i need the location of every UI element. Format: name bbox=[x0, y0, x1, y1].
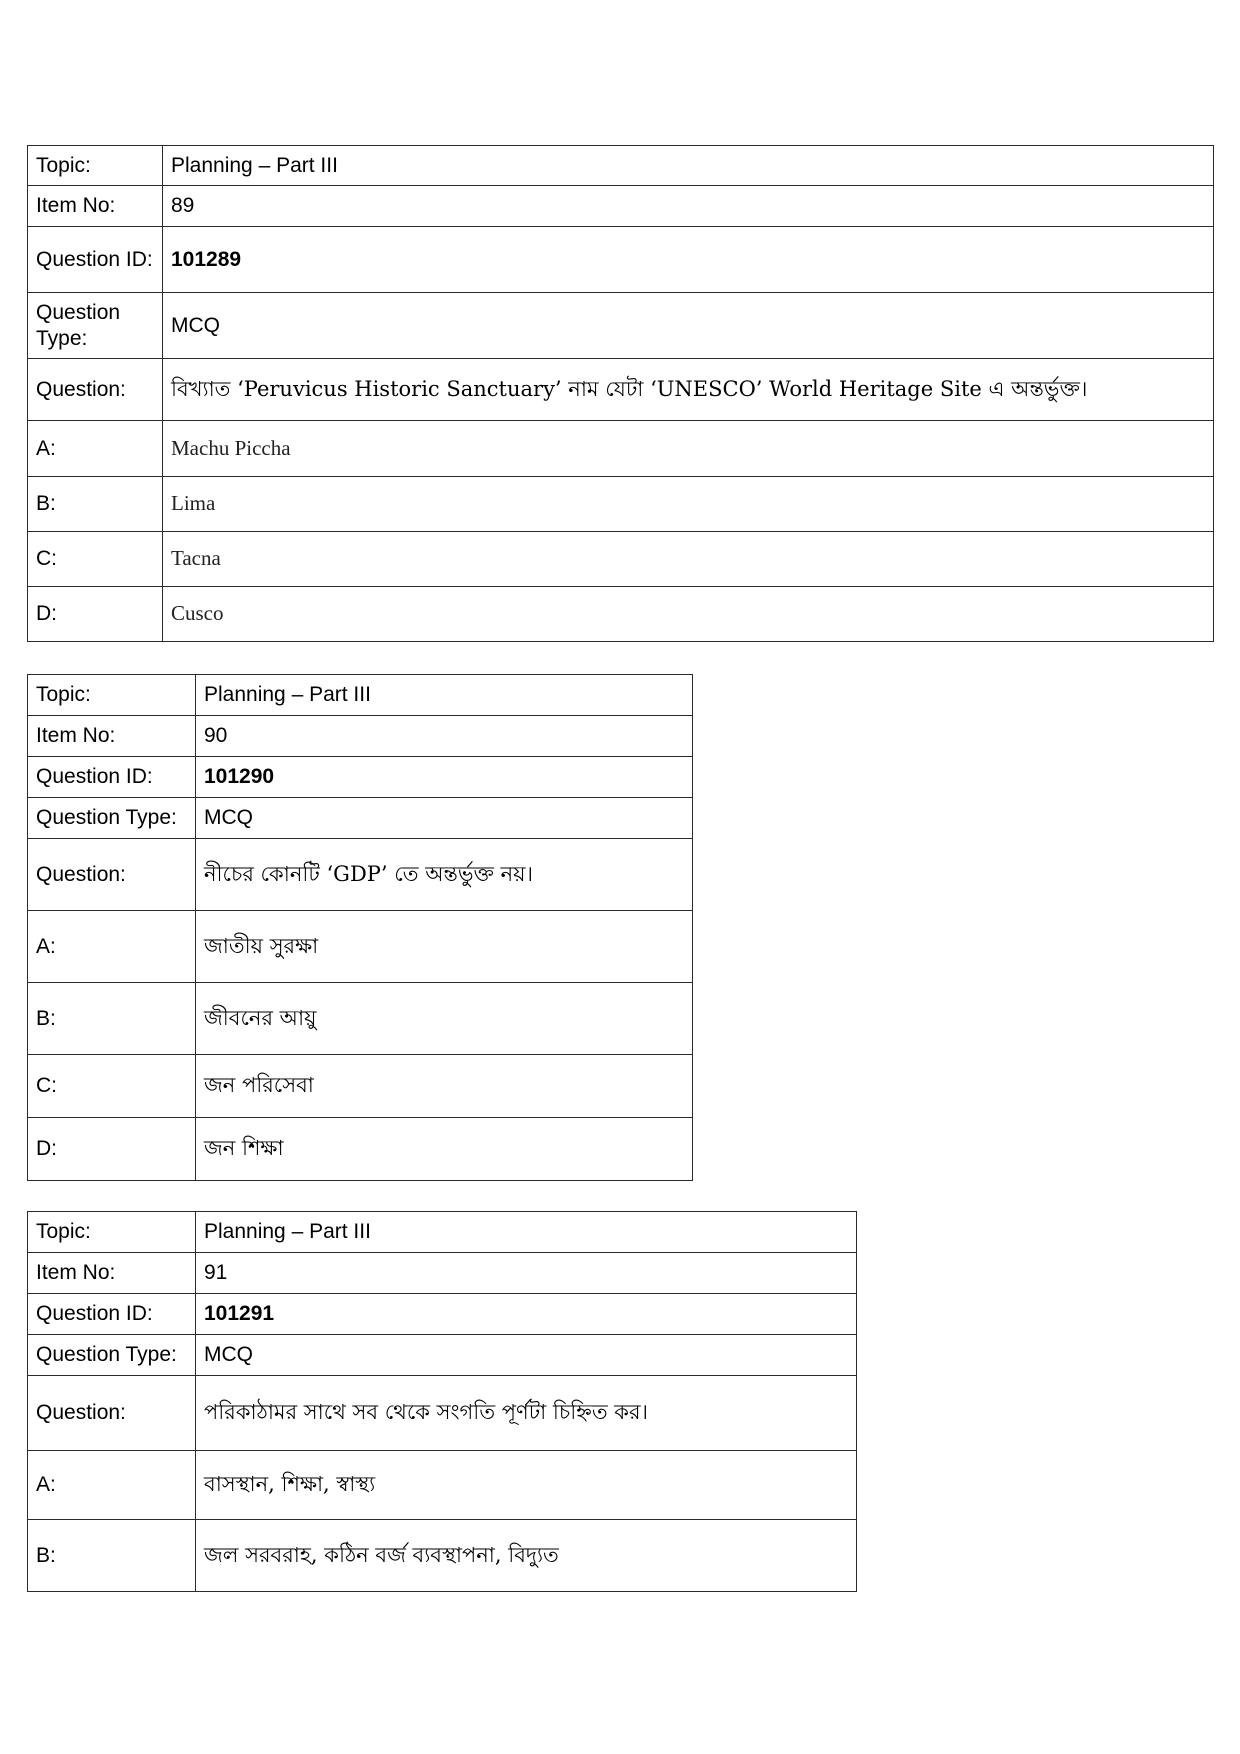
option-d-row bbox=[28, 587, 1214, 642]
question-id-label: Question ID: bbox=[28, 1294, 196, 1335]
option-b-label: B: bbox=[28, 1520, 196, 1592]
question-id-value: 101289 bbox=[163, 227, 1214, 293]
question-row bbox=[28, 359, 1214, 421]
option-c-row bbox=[28, 1055, 693, 1118]
option-b-label: B: bbox=[28, 983, 196, 1055]
option-c-text: Tacna bbox=[163, 532, 1214, 587]
question-id-row bbox=[28, 227, 1214, 293]
question-type-row bbox=[28, 293, 1214, 359]
question-id-value: 101291 bbox=[196, 1294, 857, 1335]
option-b-row bbox=[28, 983, 693, 1055]
option-a-row bbox=[28, 421, 1214, 477]
item-no-row bbox=[28, 716, 693, 757]
item-no-row bbox=[28, 186, 1214, 227]
question-table-90 bbox=[27, 674, 693, 1181]
question-type-label: Question Type: bbox=[28, 798, 196, 839]
question-label: Question: bbox=[28, 359, 163, 421]
option-d-text: Cusco bbox=[163, 587, 1214, 642]
option-c-text: জন পরিসেবা bbox=[196, 1055, 693, 1118]
question-type-value: MCQ bbox=[163, 293, 1214, 359]
question-text: বিখ্যাত ‘Peruvicus Historic Sanctuary’ নাম যেটা ‘UNESCO’ World Heritage Site এ অন্তর্ভুক্ত। bbox=[163, 359, 1214, 421]
question-table-91 bbox=[27, 1211, 857, 1592]
option-a-row bbox=[28, 1451, 857, 1520]
question-type-value: MCQ bbox=[196, 1335, 857, 1376]
option-d-label: D: bbox=[28, 587, 163, 642]
topic-label: Topic: bbox=[28, 675, 196, 716]
question-text: নীচের কোনটি ‘GDP’ তে অন্তর্ভুক্ত নয়। bbox=[196, 839, 693, 911]
topic-row bbox=[28, 1212, 857, 1253]
question-text: পরিকাঠামর সাথে সব থেকে সংগতি পূর্ণটা চিহ্নিত কর। bbox=[196, 1376, 857, 1451]
question-id-label: Question ID: bbox=[28, 227, 163, 293]
option-b-row bbox=[28, 1520, 857, 1592]
item-no-value: 89 bbox=[163, 186, 1214, 227]
question-id-row bbox=[28, 757, 693, 798]
option-b-row bbox=[28, 477, 1214, 532]
topic-row bbox=[28, 675, 693, 716]
question-type-label: Question Type: bbox=[28, 293, 163, 359]
topic-row bbox=[28, 146, 1214, 186]
topic-value: Planning – Part III bbox=[196, 675, 693, 716]
question-id-label: Question ID: bbox=[28, 757, 196, 798]
topic-label: Topic: bbox=[28, 1212, 196, 1253]
item-no-label: Item No: bbox=[28, 1253, 196, 1294]
option-b-label: B: bbox=[28, 477, 163, 532]
option-c-row bbox=[28, 532, 1214, 587]
option-b-text: জল সরবরাহ, কঠিন বর্জ ব্যবস্থাপনা, বিদ্যুত bbox=[196, 1520, 857, 1592]
item-no-value: 91 bbox=[196, 1253, 857, 1294]
option-a-text: জাতীয় সুরক্ষা bbox=[196, 911, 693, 983]
question-type-row bbox=[28, 798, 693, 839]
option-a-text: বাসস্থান, শিক্ষা, স্বাস্থ্য bbox=[196, 1451, 857, 1520]
option-b-text: Lima bbox=[163, 477, 1214, 532]
topic-value: Planning – Part III bbox=[163, 146, 1214, 186]
option-b-text: জীবনের আয়ু bbox=[196, 983, 693, 1055]
question-type-value: MCQ bbox=[196, 798, 693, 839]
option-a-label: A: bbox=[28, 421, 163, 477]
item-no-row bbox=[28, 1253, 857, 1294]
option-a-text: Machu Piccha bbox=[163, 421, 1214, 477]
question-type-label: Question Type: bbox=[28, 1335, 196, 1376]
option-a-row bbox=[28, 911, 693, 983]
item-no-label: Item No: bbox=[28, 186, 163, 227]
option-d-row bbox=[28, 1118, 693, 1181]
question-table-89 bbox=[27, 145, 1214, 642]
question-row bbox=[28, 1376, 857, 1451]
item-no-value: 90 bbox=[196, 716, 693, 757]
question-type-row bbox=[28, 1335, 857, 1376]
option-d-text: জন শিক্ষা bbox=[196, 1118, 693, 1181]
option-d-label: D: bbox=[28, 1118, 196, 1181]
item-no-label: Item No: bbox=[28, 716, 196, 757]
question-id-row bbox=[28, 1294, 857, 1335]
question-row bbox=[28, 839, 693, 911]
topic-label: Topic: bbox=[28, 146, 163, 186]
option-c-label: C: bbox=[28, 532, 163, 587]
question-id-value: 101290 bbox=[196, 757, 693, 798]
topic-value: Planning – Part III bbox=[196, 1212, 857, 1253]
option-c-label: C: bbox=[28, 1055, 196, 1118]
question-label: Question: bbox=[28, 1376, 196, 1451]
option-a-label: A: bbox=[28, 911, 196, 983]
option-a-label: A: bbox=[28, 1451, 196, 1520]
question-label: Question: bbox=[28, 839, 196, 911]
